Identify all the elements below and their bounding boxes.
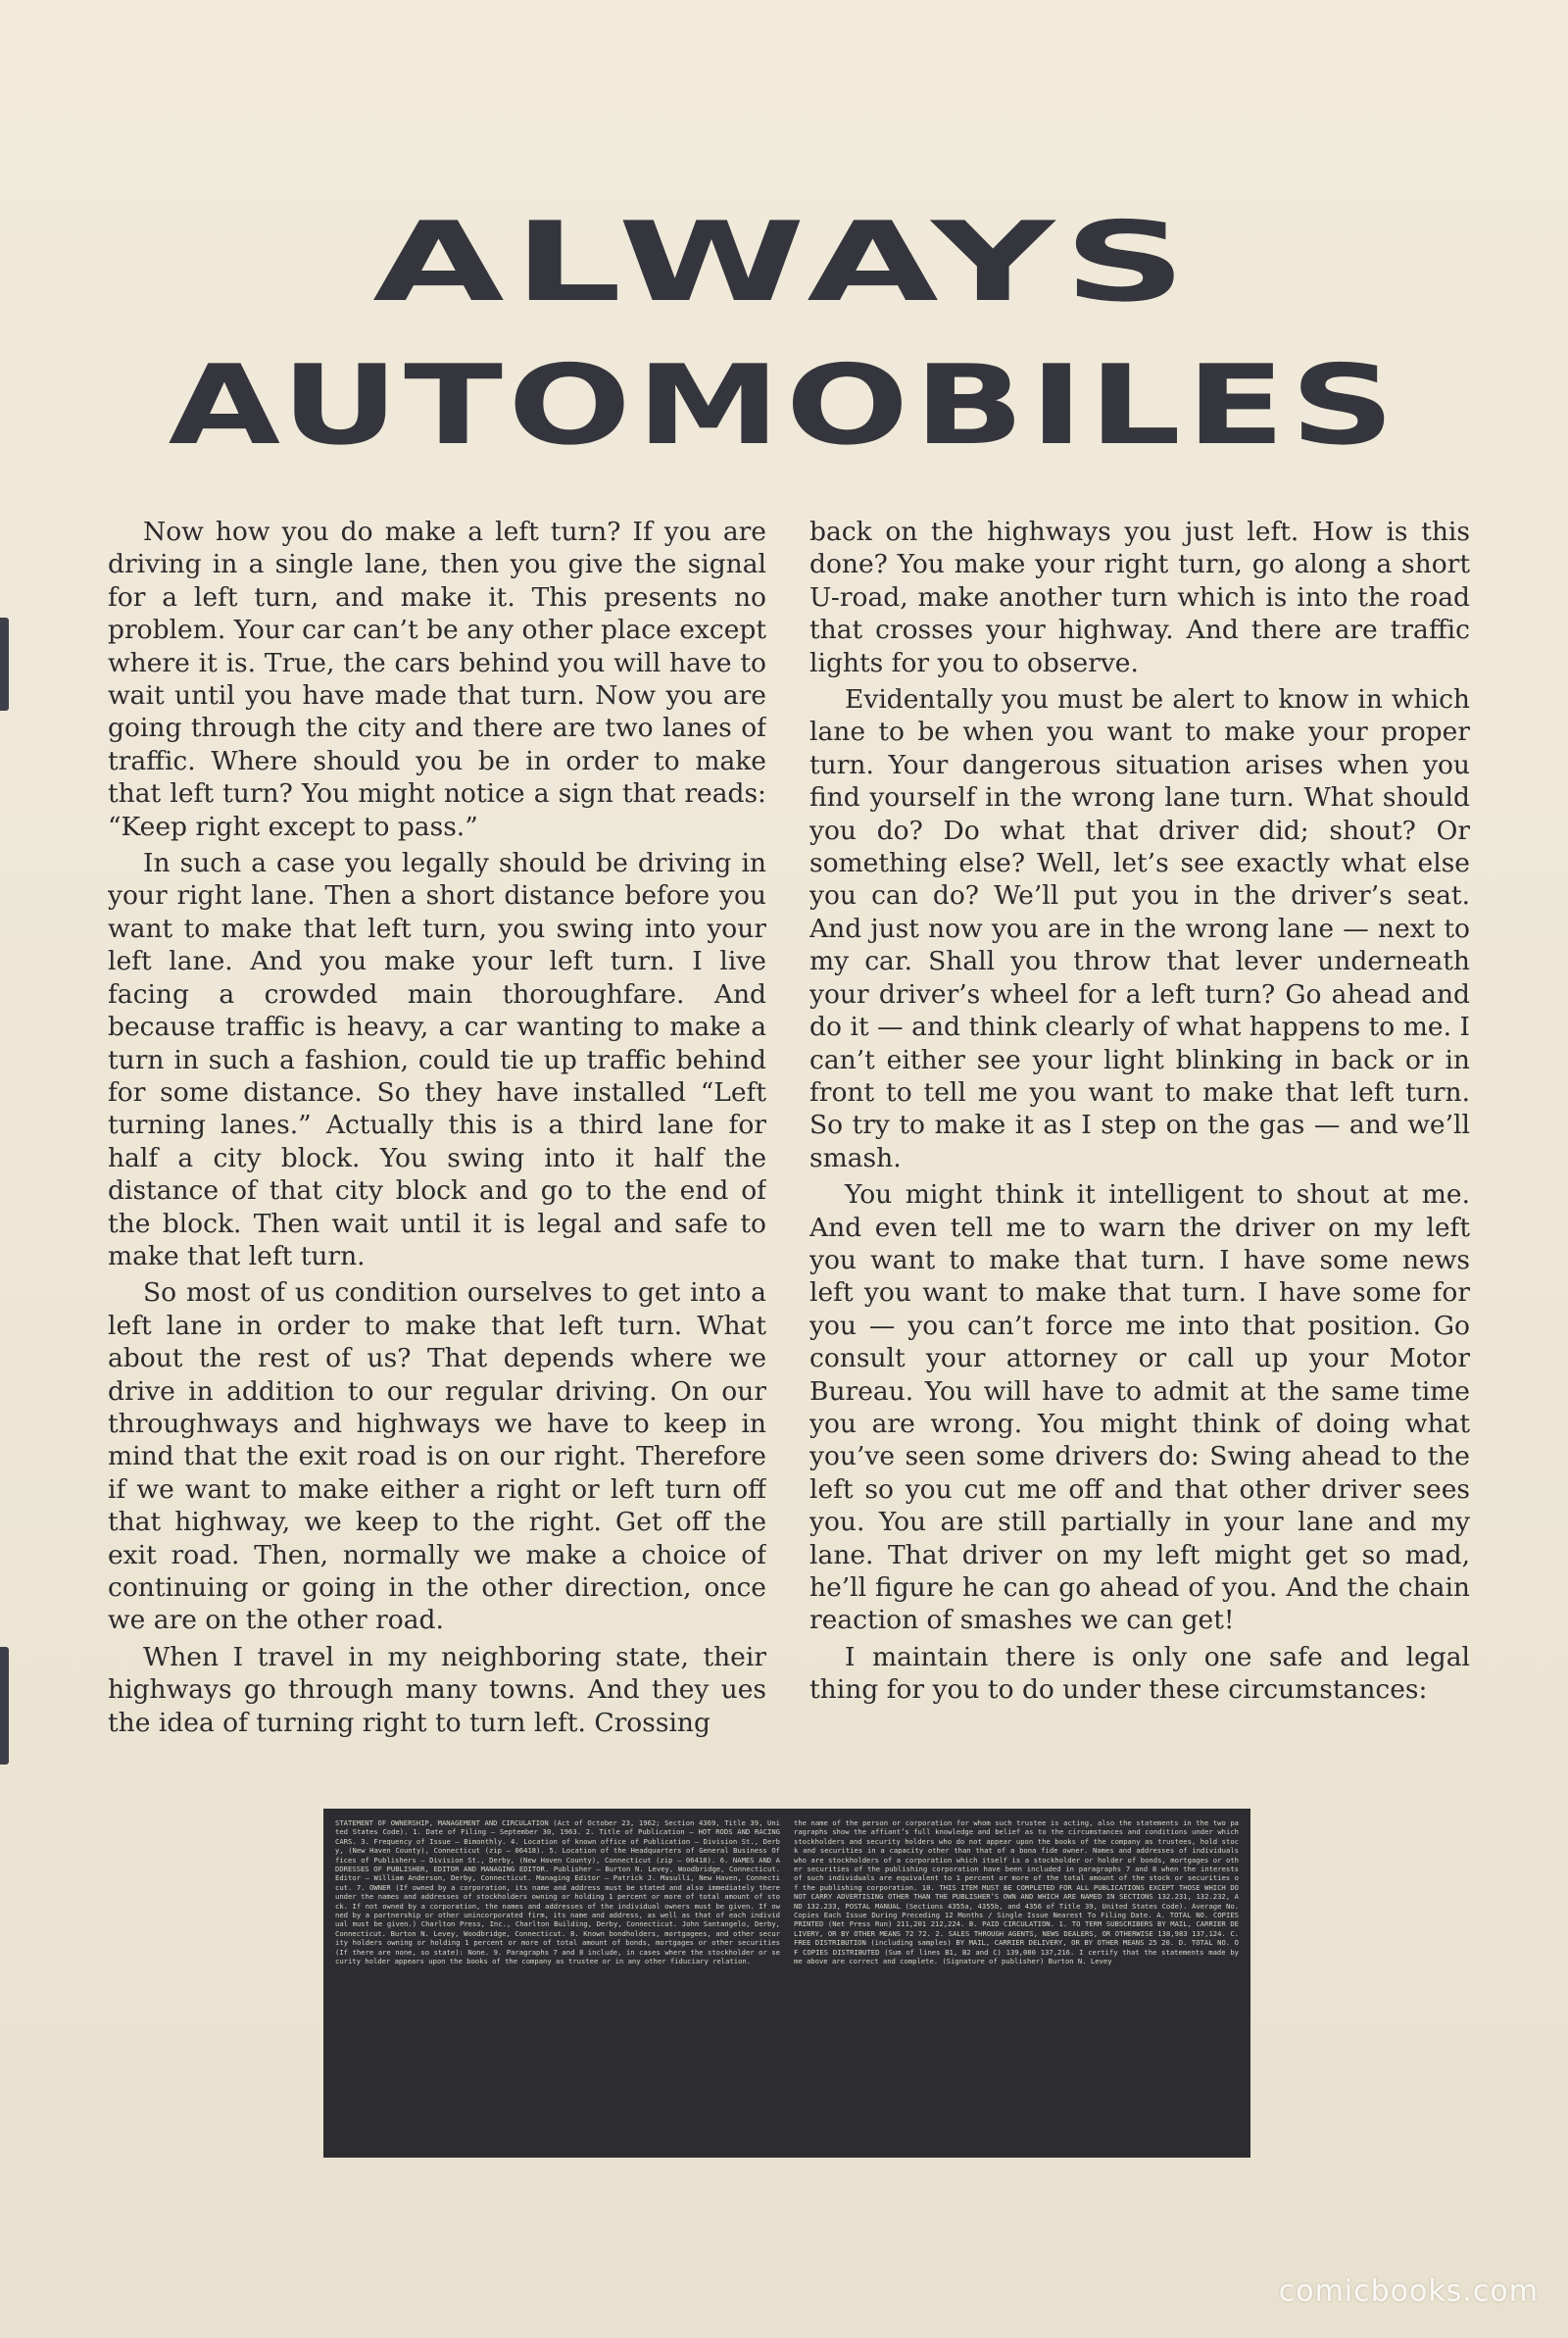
- article-paragraph: So most of us condition ourselves to get into a left lane in order to make that left turn. What about the rest of us? That depends where we drive in addition to our regular driving. On our throughways and highways we have to keep in mind that the exit road is on our right. Therefore if we want to make either a right or left turn off that highway, we keep to the right. Get off the exit road. Then, normally we make a choice of continuing or going in the other direction, once we are on the other road.: [108, 1277, 766, 1636]
- title-line-1: ALWAYS: [372, 199, 1196, 326]
- spine-mark-bottom: [0, 1647, 9, 1765]
- article-paragraph: When I travel in my neighboring state, their highways go through many towns. And they ues the idea of turning right to turn left. Crossing: [108, 1641, 766, 1738]
- ownership-statement-right: the name of the person or corporation for whom such trustee is acting, also the statements in the two paragraphs show the affiant’s full knowledge and belief as to the circumstances and conditions under which stockholders and security holders who do not appear upon the books of the company as trustees, hold stock and securities in a capacity other than that of a bona fide owner. Names and addresses of individuals who are stockholders of a corporation which itself is a stockholder or holder of bonds, mortgages or other securities of the publishing corporation have been included in paragraphs 7 and 8 when the interests of such individuals are equivalent to 1 percent or more of the total amount of the stock or securities of the publishing corporation. 10. THIS ITEM MUST BE COMPLETED FOR ALL PUBLICATIONS EXCEPT THOSE WHICH DO NOT CARRY ADVERTISING OTHER THAN THE PUBLISHER’S OWN AND WHICH ARE NAMED IN SECTIONS 132.231, 132.232, AND 132.233, POSTAL MANUAL (Sections 4355a, 4355b, and 4356 of Title 39, United States Code). Average No. Copies Each Issue During Preceding 12 Months / Single Issue Nearest To Filing Date. A. TOTAL NO. COPIES PRINTED (Net Press Run) 211,201 212,224. B. PAID CIRCULATION. 1. TO TERM SUBSCRIBERS BY MAIL, CARRIER DELIVERY, OR BY OTHER MEANS 72 72. 2. SALES THROUGH AGENTS, NEWS DEALERS, OR OTHERWISE 138,983 137,124. C. FREE DISTRIBUTION (including samples) BY MAIL, CARRIER DELIVERY, OR BY OTHER MEANS 25 20. D. TOTAL NO. OF COPIES DISTRIBUTED (Sum of lines B1, B2 and C) 139,080 137,216. I certify that the statements made by me above are correct and complete. (Signature of publisher) Burton N. Levey: [794, 1818, 1239, 1966]
- article-right-column: [809, 516, 1470, 1780]
- article-paragraph: In such a case you legally should be driving in your right lane. Then a short distance before you want to make that left turn, you swing into your left lane. And you make your left turn. I live facing a crowded main thoroughfare. And because traffic is heavy, a car wanting to make a turn in such a fashion, could tie up traffic behind for some distance. So they have installed “Left turning lanes.” Actually this is a third lane for half a city block. You swing into it half the distance of that city block and go to the end of the block. Then wait until it is legal and safe to make that left turn.: [108, 848, 766, 1271]
- ownership-statement-box: [323, 1809, 1250, 2158]
- article-paragraph: I maintain there is only one safe and legal thing for you to do under these circumstances:: [809, 1641, 1470, 1706]
- article-paragraph: Now how you do make a left turn? If you are driving in a single lane, then you give the signal for a left turn, and make it. This presents no problem. Your car can’t be any other place except where it is. True, the cars behind you will have to wait until you have made that turn. Now you are going through the city and there are two lanes of traffic. Where should you be in order to make that left turn? You might notice a sign that reads: “Keep right except to pass.”: [108, 517, 766, 842]
- ownership-statement-left: STATEMENT OF OWNERSHIP, MANAGEMENT AND CIRCULATION (Act of October 23, 1962; Section 4369, Title 39, United States Code). 1. Date of Filing — September 30, 1963. 2. Title of Publication — HOT RODS AND RACING CARS. 3. Frequency of Issue — Bimonthly. 4. Location of known office of Publication — Division St., Derby, (New Haven County), Connecticut (zip — 06418). 5. Location of the Headquarters of General Business Offices of Publishers — Division St., Derby, (New Haven County), Connecticut (zip — 06418). 6. NAMES AND ADDRESSES OF PUBLISHER, EDITOR AND MANAGING EDITOR. Publisher — Burton N. Levey, Woodbridge, Connecticut. Editor — William Anderson, Derby, Connecticut. Managing Editor — Patrick J. Masulli, New Haven, Connecticut. 7. OWNER (If owned by a corporation, its name and address must be stated and also immediately thereunder the names and addresses of stockholders owning or holding 1 percent or more of total amount of stock. If not owned by a corporation, the names and addresses of the individual owners must be given. If owned by a partnership or other unincorporated firm, its name and address, as well as that of each individual must be given.) Charlton Press, Inc., Charlton Building, Derby, Connecticut. John Santangelo, Derby, Connecticut. Burton N. Levey, Woodbridge, Connecticut. 8. Known bondholders, mortgagees, and other security holders owning or holding 1 percent or more of total amount of bonds, mortgages or other securities (If there are none, so state): None. 9. Paragraphs 7 and 8 include, in cases where the stockholder or security holder appears upon the books of the company as trustee or in any other fiduciary relation.: [335, 1818, 780, 1966]
- article-paragraph: You might think it intelligent to shout at me. And even tell me to warn the driver on my left you want to make that turn. I have some news left you want to make that turn. I have some for you — you can’t force me into that position. Go consult your attorney or call up your Motor Bureau. You will have to admit at the same time you are wrong. You might think of doing what you’ve seen some drivers do: Swing ahead to the left so you cut me off and that other driver sees you. You are still partially in your lane and my lane. That driver on my left might get so mad, he’ll figure he can go ahead of you. And the chain reaction of smashes we can get!: [809, 1179, 1470, 1636]
- spine-mark-top: [0, 618, 9, 711]
- article-left-column: [108, 516, 766, 1780]
- article-paragraph: back on the highways you just left. How is this done? You make your right turn, go along a short U-road, make another turn which is into the road that crosses your highway. And there are traffic lights for you to observe.: [809, 517, 1470, 678]
- site-watermark: comicbooks.com: [1278, 2274, 1539, 2309]
- title-line-2: AUTOMOBILES: [168, 342, 1400, 470]
- article-paragraph: Evidentally you must be alert to know in which lane to be when you want to make your proper turn. Your dangerous situation arises when you find yourself in the wrong lane turn. What should you do? Do what that driver did; shout? Or something else? Well, let’s see exactly what else you can do? We’ll put you in the driver’s seat. And just now you are in the wrong lane — next to my car. Shall you throw that lever underneath your driver’s wheel for a left turn? Go ahead and do it — and think clearly of what happens to me. I can’t either see your light blinking in back or in front to tell me you want to make that left turn. So try to make it as I step on the gas — and we’ll smash.: [809, 684, 1470, 1173]
